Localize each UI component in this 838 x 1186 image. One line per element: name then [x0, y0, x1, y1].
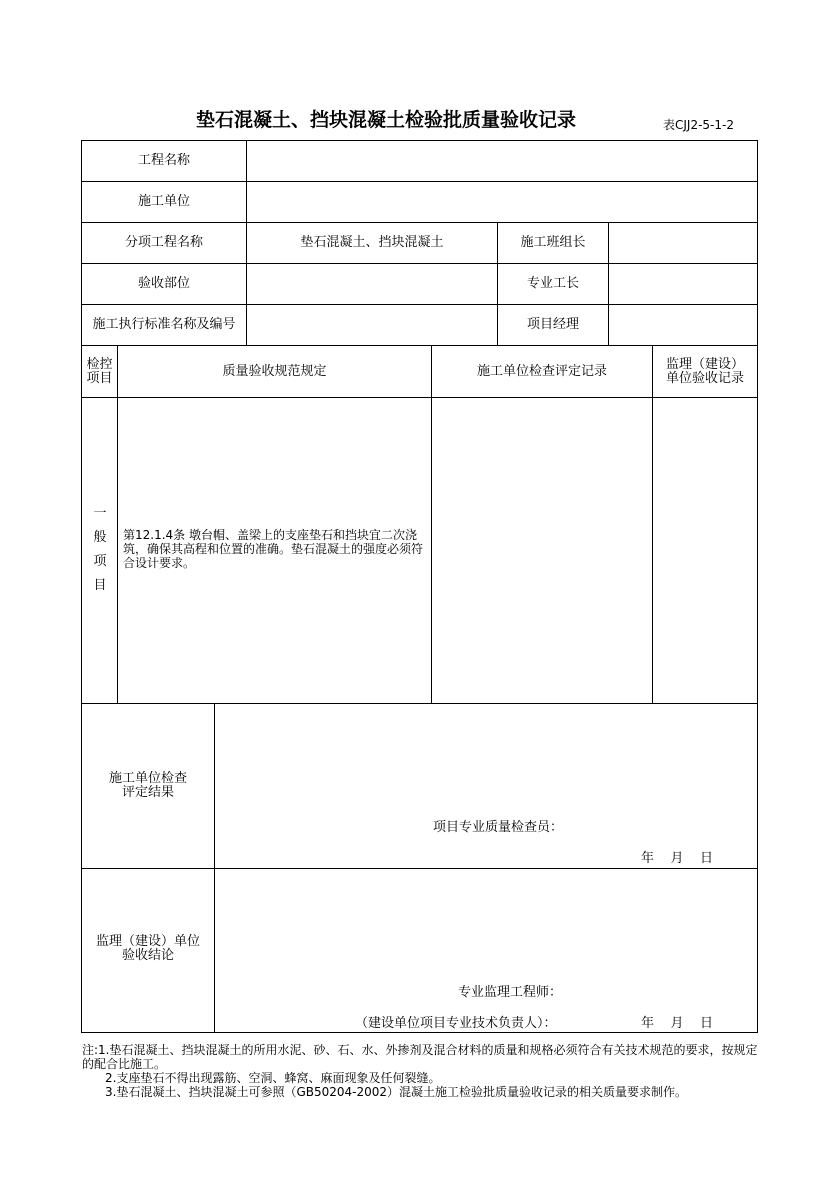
team-leader-field[interactable] [609, 223, 757, 263]
general-item-char: 项 [93, 554, 107, 569]
standard-field[interactable] [247, 305, 497, 345]
general-item-label [85, 502, 115, 598]
construction-unit-field[interactable] [247, 182, 757, 222]
general-item-char: 目 [93, 578, 107, 593]
supervision-date: 年 月 日 [641, 1016, 714, 1031]
project-manager-label: 项目经理 [526, 317, 579, 332]
owner-rep-label: （建设单位项目专业技术负责人）： [355, 1016, 557, 1031]
project-name-label: 工程名称 [137, 153, 190, 168]
notes [82, 1043, 762, 1099]
construction-result-label-line2: 评定结果 [121, 785, 174, 800]
foreman-label: 专业工长 [526, 276, 579, 291]
supervision-result-label-line2: 验收结论 [121, 948, 174, 963]
construction-record-header: 施工单位检查评定记录 [476, 363, 607, 379]
standard-label: 施工执行标准名称及编号 [92, 317, 236, 332]
inspection-part-field[interactable] [247, 264, 497, 304]
construction-record-field[interactable] [432, 398, 652, 703]
supervision-header-line1: 监理（建设） [665, 356, 744, 372]
note-item: 2.支座垫石不得出现露筋、空洞、蜂窝、麻面现象及任何裂缝。 [105, 1071, 441, 1085]
form-title: 垫石混凝土、挡块混凝土检验批质量验收记录 [196, 109, 577, 131]
supervision-engineer-label: 专业监理工程师： [458, 985, 563, 1000]
spec-header: 质量验收规范规定 [222, 363, 327, 379]
construction-result-label-line1: 施工单位检查 [108, 771, 187, 786]
supervision-record-field[interactable] [653, 398, 757, 703]
note-item: 3.垫石混凝土、挡块混凝土可参照（GB50204-2002）混凝土施工检验批质量验收记录的相关质量要求制作。 [105, 1085, 688, 1099]
supervision-header-line2: 单位验收记录 [665, 370, 744, 386]
check-item-header-line1: 检控 [86, 356, 113, 372]
team-leader-label: 施工班组长 [520, 235, 586, 250]
supervision-result-label [82, 929, 214, 969]
foreman-field[interactable] [609, 264, 757, 304]
quality-inspector-label: 项目专业质量检查员： [433, 820, 564, 835]
general-item-char: 般 [93, 530, 107, 545]
subitem-label: 分项工程名称 [124, 235, 203, 250]
note-item: 注:1.垫石混凝土、挡块混凝土的所用水泥、砂、石、水、外掺剂及混合材料的质量和规格必须符合有关技术规范的要求，按规定的配合比施工。 [82, 1043, 758, 1071]
construction-unit-label: 施工单位 [137, 194, 190, 209]
project-name-field[interactable] [247, 141, 757, 181]
form-code: 表CJJ2-5-1-2 [663, 118, 734, 132]
supervision-header [653, 346, 757, 397]
subitem-value: 垫石混凝土、挡块混凝土 [300, 235, 444, 250]
general-item-clause: 第12.1.4条 墩台帽、盖梁上的支座垫石和挡块宜二次浇筑，确保其高程和位置的准确。垫石混凝土的强度必须符合设计要求。 [123, 528, 424, 570]
check-item-header [82, 346, 117, 397]
inspection-part-label: 验收部位 [137, 276, 190, 291]
check-item-header-line2: 项目 [86, 370, 113, 386]
project-manager-field[interactable] [609, 305, 757, 345]
supervision-result-label-line1: 监理（建设）单位 [95, 934, 200, 949]
general-item-char: 一 [93, 506, 107, 521]
construction-result-label [82, 766, 214, 806]
construction-date: 年 月 日 [641, 851, 714, 866]
